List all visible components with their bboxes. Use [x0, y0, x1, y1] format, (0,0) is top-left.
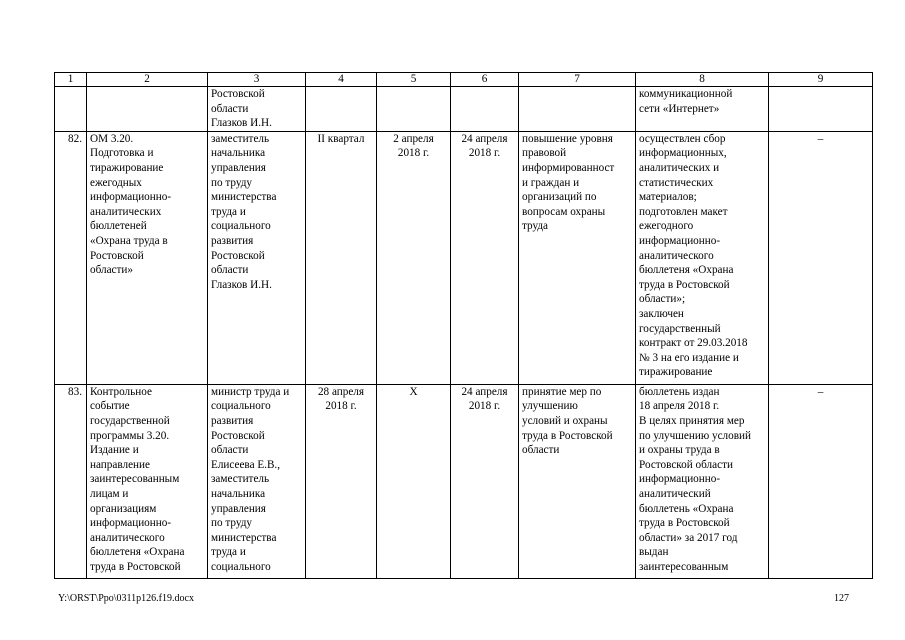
cell-line: области: [211, 264, 249, 277]
table-row: [55, 87, 873, 132]
cell-line: труда в Ростовской: [639, 517, 730, 530]
cell-line: Х: [409, 385, 418, 398]
cell-line: труда в Ростовской: [639, 278, 730, 291]
cell-line: бюллетеня «Охрана: [90, 546, 185, 559]
start-date-cell: [377, 87, 451, 132]
cell-line: Елисеева Е.В.,: [211, 458, 281, 471]
cell-line: управления: [211, 502, 266, 515]
cell-line: статистических: [639, 176, 714, 189]
cell-line: 2018 г.: [468, 147, 501, 160]
cell-line: аналитического: [90, 531, 165, 544]
cell-line: и граждан и: [522, 176, 580, 189]
responsible-cell: [208, 384, 306, 578]
cell-line: Глазков И.Н.: [211, 278, 272, 291]
cell-line: управления: [211, 161, 266, 174]
cell-line: событие: [90, 400, 130, 413]
cell-line: Подготовка и: [90, 147, 154, 160]
start-date-cell: [377, 384, 451, 578]
column-number: 6: [451, 73, 519, 87]
cell-line: II квартал: [317, 132, 365, 145]
cell-line: 2018 г.: [397, 147, 430, 160]
cell-line: области: [211, 444, 249, 457]
column-number: 4: [306, 73, 377, 87]
note-cell: [769, 87, 873, 132]
table-row: [55, 384, 873, 578]
cell-line: информационно-: [90, 517, 172, 530]
cell-line: области» за 2017 год: [639, 531, 738, 544]
cell-line: труда и: [211, 546, 246, 559]
responsible-cell: [208, 131, 306, 384]
cell-line: тиражирование: [639, 366, 713, 379]
cell-line: № 3 на его издание и: [639, 351, 739, 364]
cell-line: сети «Интернет»: [639, 102, 720, 115]
cell-line: социального: [211, 400, 271, 413]
file-path: Y:\ORST\Ppo\0311p126.f19.docx: [58, 593, 194, 604]
cell-line: заинтересованным: [639, 560, 729, 573]
cell-line: информационно-: [90, 191, 172, 204]
expected-result-cell: [519, 384, 636, 578]
cell-line: ежегодных: [90, 176, 142, 189]
cell-line: 24 апреля: [461, 132, 508, 145]
cell-line: заместитель: [211, 473, 270, 486]
cell-line: по труду: [211, 176, 253, 189]
cell-line: ежегодного: [639, 220, 694, 233]
cell-line: правовой: [522, 147, 567, 160]
event-cell: [87, 87, 208, 132]
cell-line: программы 3.20.: [90, 429, 170, 442]
cell-line: Ростовской: [211, 249, 265, 262]
cell-line: организациям: [90, 502, 157, 515]
cell-line: бюллетень издан: [639, 385, 720, 398]
planned-date-cell: [306, 87, 377, 132]
responsible-cell: [208, 87, 306, 132]
planned-date-cell: [306, 384, 377, 578]
cell-line: Глазков И.Н.: [211, 117, 272, 130]
column-number-row: [55, 73, 873, 87]
column-number: 9: [769, 73, 873, 87]
cell-line: информационно-: [639, 473, 721, 486]
cell-line: выдан: [639, 546, 669, 559]
cell-line: труда: [522, 220, 549, 233]
cell-line: 2018 г.: [468, 400, 501, 413]
cell-line: труда и: [211, 205, 246, 218]
table-row: [55, 131, 873, 384]
cell-line: вопросам охраны: [522, 205, 606, 218]
planned-date-cell: [306, 131, 377, 384]
cell-line: тиражирование: [90, 161, 164, 174]
cell-line: области»;: [639, 293, 686, 306]
page-number: 127: [834, 593, 849, 604]
cell-line: 28 апреля: [317, 385, 365, 398]
cell-line: государственный: [639, 322, 721, 335]
expected-result-cell: [519, 131, 636, 384]
note-cell: –: [769, 131, 873, 384]
cell-line: начальника: [211, 147, 266, 160]
actual-result-cell: [636, 384, 769, 578]
cell-line: коммуникационной: [639, 88, 733, 100]
cell-line: повышение уровня: [522, 132, 613, 145]
event-cell: [87, 131, 208, 384]
actual-result-cell: [636, 131, 769, 384]
cell-line: Контрольное: [90, 385, 152, 398]
end-date-cell: [451, 87, 519, 132]
cell-line: 18 апреля 2018 г.: [639, 400, 720, 413]
cell-line: развития: [211, 234, 254, 247]
cell-line: социального: [211, 560, 271, 573]
cell-line: Ростовской области: [639, 458, 733, 471]
cell-line: по труду: [211, 517, 253, 530]
cell-line: условий и охраны: [522, 414, 608, 427]
row-number: [55, 87, 87, 132]
row-number: 82.: [55, 131, 87, 384]
expected-result-cell: [519, 87, 636, 132]
cell-line: Ростовской: [90, 249, 144, 262]
cell-line: заместитель: [211, 132, 270, 145]
cell-line: бюллетеня «Охрана: [639, 264, 734, 277]
cell-line: улучшению: [522, 400, 578, 413]
note-cell: –: [769, 384, 873, 578]
event-cell: [87, 384, 208, 578]
column-number: 7: [519, 73, 636, 87]
end-date-cell: [451, 384, 519, 578]
cell-line: «Охрана труда в: [90, 234, 168, 247]
start-date-cell: [377, 131, 451, 384]
cell-line: бюллетеней: [90, 220, 147, 233]
cell-line: В целях принятия мер: [639, 414, 745, 427]
cell-line: информационных,: [639, 147, 727, 160]
cell-line: принятие мер по: [522, 385, 602, 398]
column-number: 5: [377, 73, 451, 87]
cell-line: заинтересованным: [90, 473, 180, 486]
column-number: 3: [208, 73, 306, 87]
cell-line: контракт от 29.03.2018: [639, 337, 748, 350]
cell-line: бюллетень «Охрана: [639, 502, 734, 515]
cell-line: аналитических: [90, 205, 162, 218]
cell-line: Ростовской: [211, 429, 265, 442]
cell-line: Ростовской: [211, 88, 265, 100]
cell-line: области»: [90, 264, 133, 277]
cell-line: и охраны труда в: [639, 444, 720, 457]
cell-line: министерства: [211, 191, 277, 204]
cell-line: министерства: [211, 531, 277, 544]
cell-line: осуществлен сбор: [639, 132, 726, 145]
cell-line: труда в Ростовской: [522, 429, 613, 442]
column-number: 8: [636, 73, 769, 87]
cell-line: организаций по: [522, 191, 597, 204]
cell-line: лицам и: [90, 487, 129, 500]
cell-line: Издание и: [90, 444, 139, 457]
row-number: 83.: [55, 384, 87, 578]
cell-line: 2018 г.: [325, 400, 357, 413]
cell-line: развития: [211, 414, 254, 427]
cell-line: 2 апреля: [393, 132, 434, 145]
cell-line: материалов;: [639, 191, 697, 204]
column-number: 2: [87, 73, 208, 87]
cell-line: аналитический: [639, 487, 711, 500]
cell-line: государственной: [90, 414, 170, 427]
cell-line: министр труда и: [211, 385, 290, 398]
actual-result-cell: [636, 87, 769, 132]
cell-line: информированност: [522, 161, 615, 174]
cell-line: 24 апреля: [461, 385, 508, 398]
column-number: 1: [55, 73, 87, 87]
cell-line: области: [211, 102, 249, 115]
plan-table: [54, 72, 873, 579]
cell-line: по улучшению условий: [639, 429, 751, 442]
cell-line: заключен: [639, 307, 684, 320]
cell-line: ОМ 3.20.: [90, 132, 134, 145]
cell-line: подготовлен макет: [639, 205, 728, 218]
cell-line: аналитических и: [639, 161, 720, 174]
cell-line: аналитического: [639, 249, 714, 262]
end-date-cell: [451, 131, 519, 384]
cell-line: труда в Ростовской: [90, 560, 181, 573]
cell-line: начальника: [211, 487, 266, 500]
cell-line: направление: [90, 458, 150, 471]
cell-line: информационно-: [639, 234, 721, 247]
cell-line: социального: [211, 220, 271, 233]
cell-line: области: [522, 444, 560, 457]
